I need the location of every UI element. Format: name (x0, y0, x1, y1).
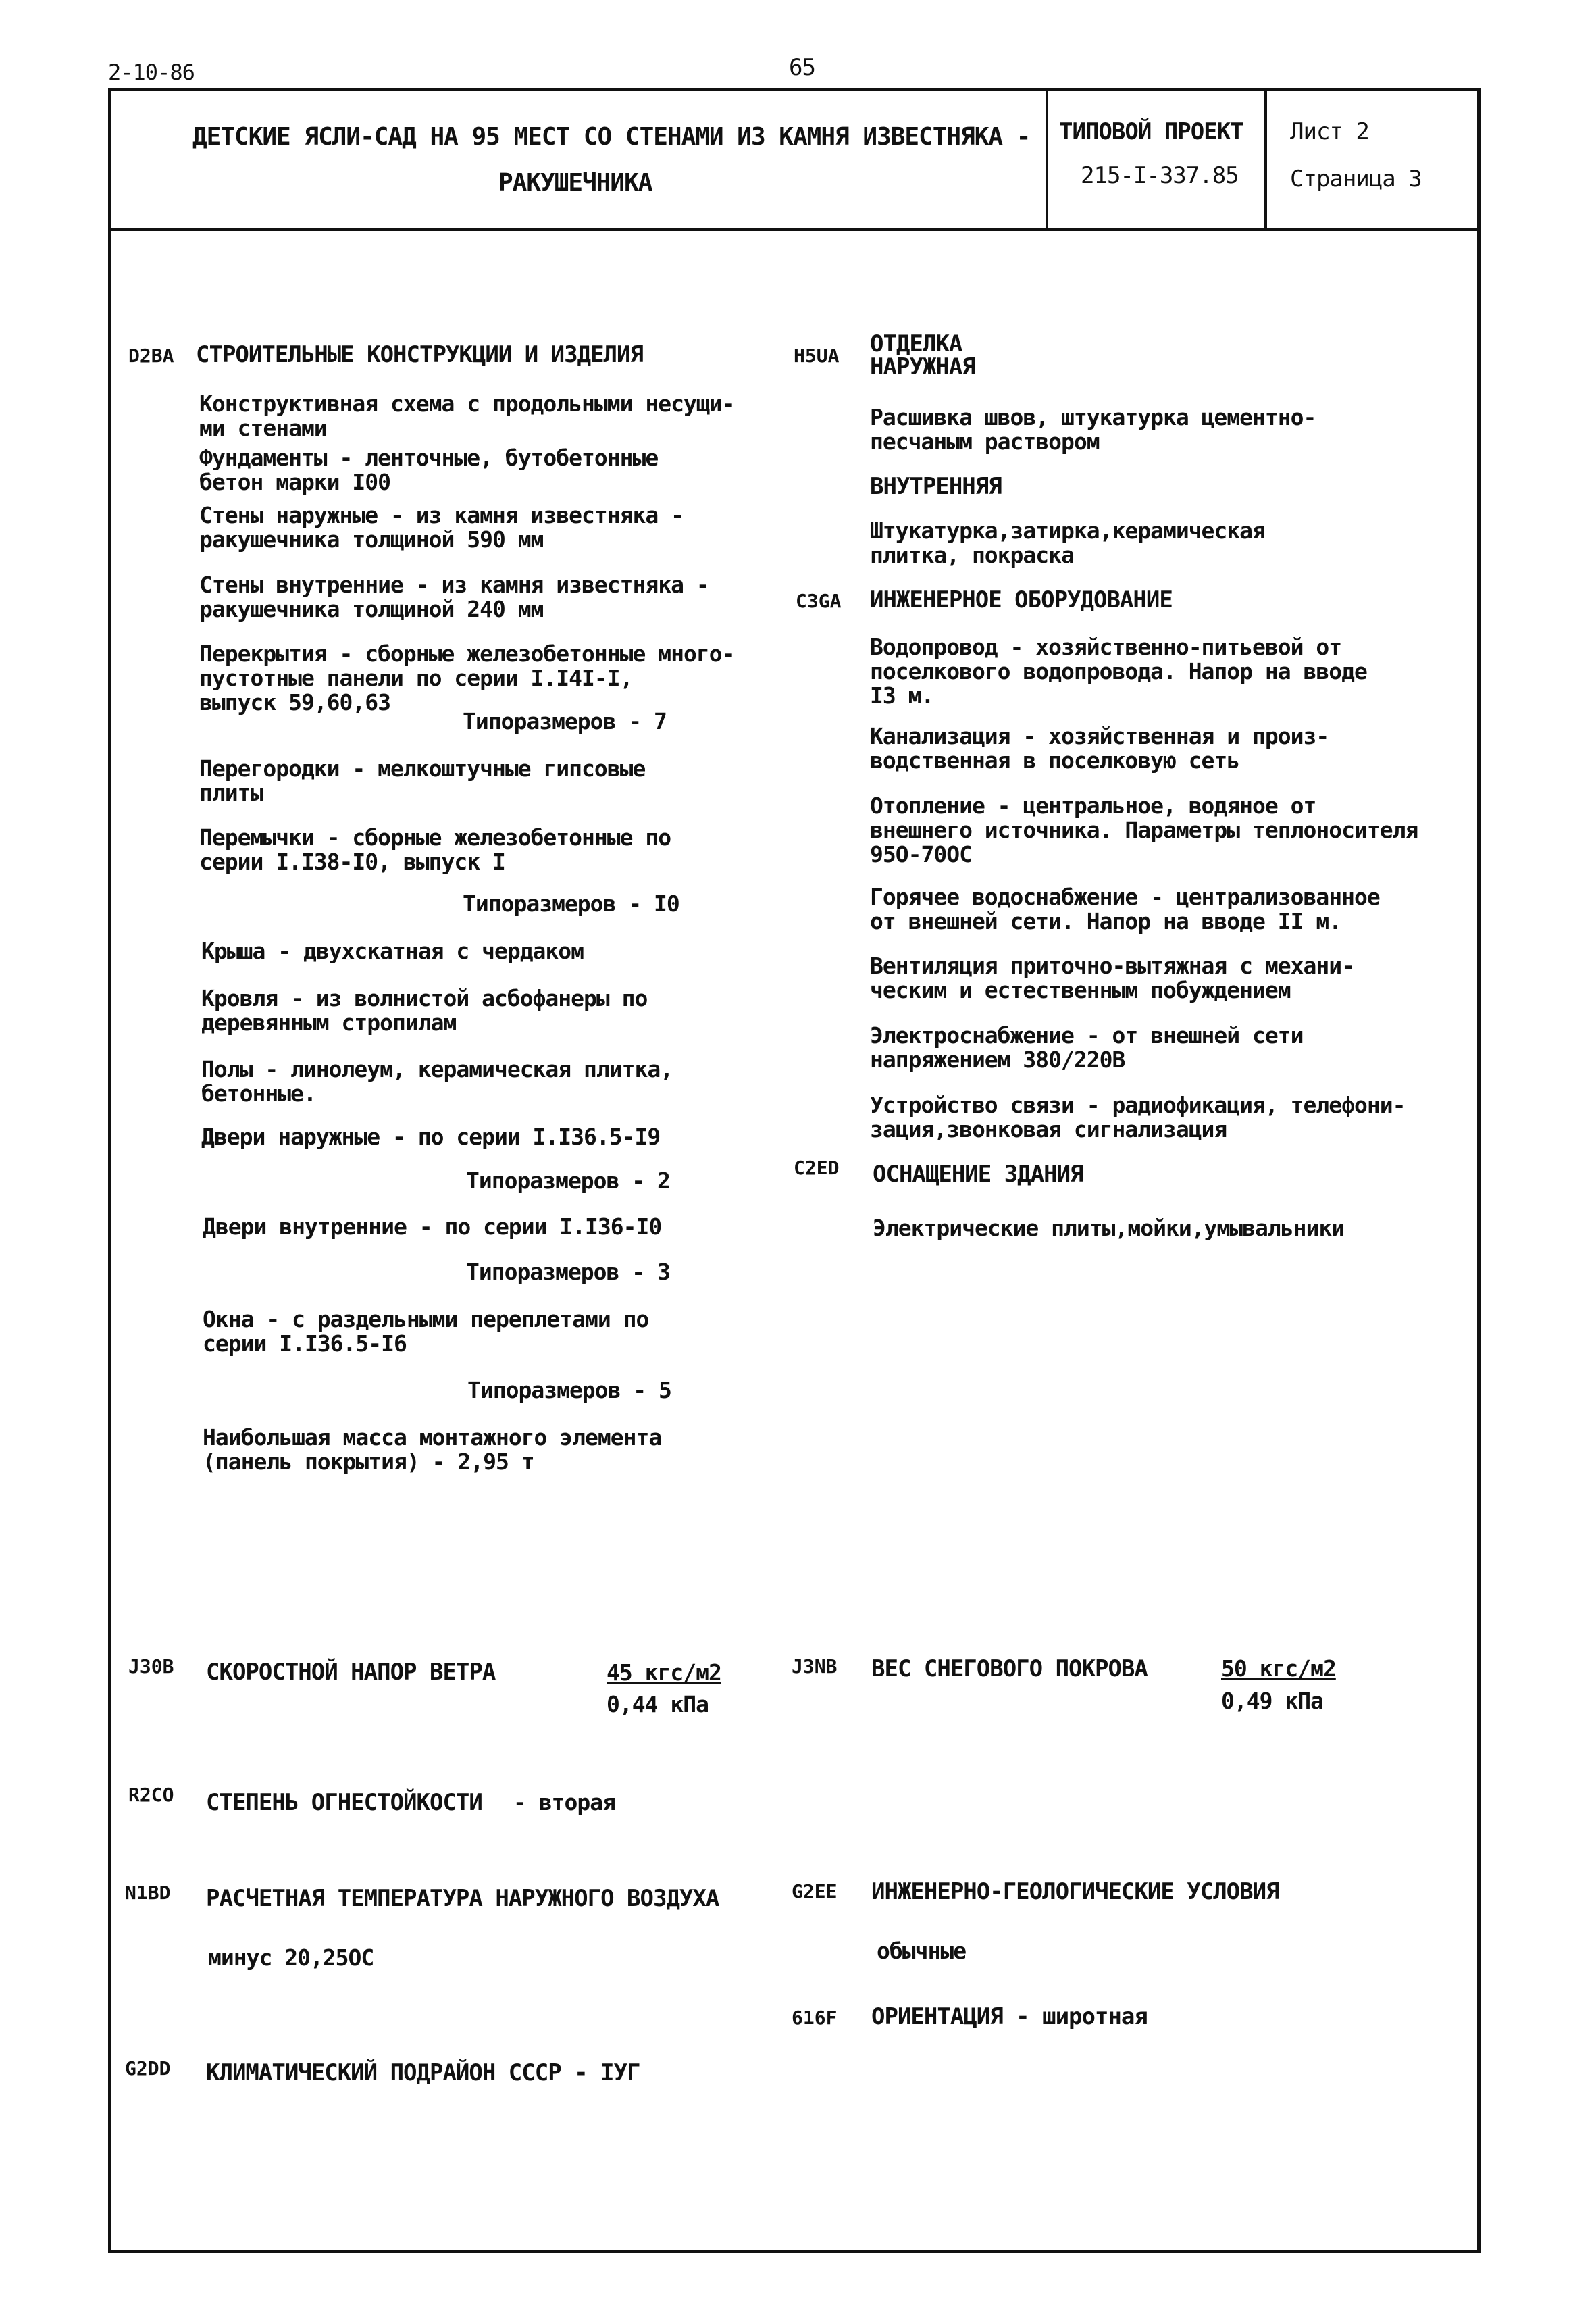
climate-code: G2DD (125, 2057, 171, 2080)
temperature-label: РАСЧЕТНАЯ ТЕМПЕРАТУРА НАРУЖНОГО ВОЗДУХА (206, 1885, 719, 1912)
list-item: Двери внутренние - по серии I.I36-I0 (203, 1213, 662, 1240)
wind-kpa: 0,44 кПа (607, 1691, 709, 1717)
snow-value: 50 кгс/м2 (1221, 1655, 1336, 1682)
list-item: Отопление - центральное, водяное от внешнего источника. Параметры теплоносителя 95О-70ОС (870, 793, 1418, 867)
engineering-heading: ИНЖЕНЕРНОЕ ОБОРУДОВАНИЕ (870, 586, 1173, 613)
equipment-code: C2ED (794, 1157, 840, 1179)
list-item: Стены наружные - из камня известняка - ракушечника толщиной 590 мм (199, 502, 684, 553)
section-heading: СТРОИТЕЛЬНЫЕ КОНСТРУКЦИИ И ИЗДЕЛИЯ (196, 341, 643, 368)
finish-heading: ОТДЕЛКА (870, 330, 962, 357)
title-line-1: ДЕТСКИЕ ЯСЛИ-САД НА 95 МЕСТ СО СТЕНАМИ ИЗ КАМНЯ ИЗВЕСТНЯКА - (192, 123, 1031, 151)
type-sizes: Типоразмеров - 5 (467, 1377, 671, 1403)
equipment-text: Электрические плиты,мойки,умывальники (873, 1215, 1345, 1241)
project-label: ТИПОВОЙ ПРОЕКТ (1059, 118, 1243, 145)
header-divider (108, 228, 1481, 231)
wind-code: J30B (128, 1655, 174, 1678)
sheet-number: Лист 2 (1290, 118, 1369, 145)
inner-finish-heading: ВНУТРЕННЯЯ (870, 473, 1002, 500)
list-item: Конструктивная схема с продольными несущи- ми стенами (199, 391, 735, 441)
type-sizes: Типоразмеров - 7 (463, 708, 667, 734)
fire-code: R2CO (128, 1784, 174, 1806)
page-number: 65 (789, 54, 815, 81)
list-item: Крыша - двухскатная с чердаком (201, 938, 584, 964)
snow-code: J3NB (792, 1655, 838, 1678)
type-sizes: Типоразмеров - I0 (463, 890, 679, 917)
list-item: Полы - линолеум, керамическая плитка, бетонные. (201, 1056, 673, 1107)
snow-kpa: 0,49 кПа (1221, 1688, 1323, 1714)
type-sizes: Типоразмеров - 2 (466, 1167, 670, 1194)
inner-finish-text: Штукатурка,затирка,керамическая плитка, покраска (870, 518, 1265, 568)
page-label: Страница 3 (1290, 166, 1422, 193)
geology-value: обычные (877, 1938, 967, 1964)
wind-value: 45 кгс/м2 (607, 1659, 721, 1686)
fire-label: СТЕПЕНЬ ОГНЕСТОЙКОСТИ (206, 1789, 482, 1816)
title-line-2: РАКУШЕЧНИКА (498, 169, 652, 197)
list-item: Окна - с раздельными переплетами по серии I.I36.5-I6 (203, 1306, 649, 1357)
list-item: Горячее водоснабжение - централизованное от внешней сети. Напор на вводе II м. (870, 884, 1380, 934)
list-item: Перемычки - сборные железобетонные по серии I.I38-I0, выпуск I (199, 824, 671, 875)
list-item: Кровля - из волнистой асбофанеры по деревянным стропилам (201, 985, 648, 1036)
type-sizes: Типоразмеров - 3 (466, 1259, 670, 1285)
list-item: Фундаменты - ленточные, бутобетонные бетон марки I00 (199, 445, 659, 495)
list-item: Вентиляция приточно-вытяжная с механи- ческим и естественным побуждением (870, 953, 1354, 1003)
list-item: Стены внутренние - из камня известняка - ракушечника толщиной 240 мм (199, 572, 709, 622)
finish-code: H5UA (794, 345, 840, 367)
list-item: Водопровод - хозяйственно-питьевой от поселкового водопровода. Напор на вводе I3 м. (870, 634, 1367, 709)
snow-label: ВЕС СНЕГОВОГО ПОКРОВА (871, 1655, 1148, 1682)
header-divider-v1 (1046, 88, 1048, 230)
section-code: D2BA (128, 345, 174, 367)
orientation-code: 616F (792, 2007, 838, 2029)
header-divider-v2 (1264, 88, 1267, 230)
list-item: Электроснабжение - от внешней сети напряжением 380/220В (870, 1022, 1304, 1073)
temperature-value: минус 20,25ОС (208, 1944, 374, 1971)
list-item: Перекрытия - сборные железобетонные много- пустотные панели по серии I.I4I-I, выпуск 59,60,63 (199, 640, 735, 715)
wind-label: СКОРОСТНОЙ НАПОР ВЕТРА (206, 1659, 496, 1686)
orientation-text: ОРИЕНТАЦИЯ - широтная (871, 2003, 1148, 2030)
list-item: Перегородки - мелкоштучные гипсовые плиты (199, 755, 646, 806)
temperature-code: N1BD (125, 1882, 171, 1904)
geology-label: ИНЖЕНЕРНО-ГЕОЛОГИЧЕСКИЕ УСЛОВИЯ (871, 1878, 1279, 1905)
list-item: Канализация - хозяйственная и произ- водственная в поселковую сеть (870, 723, 1329, 774)
climate-text: КЛИМАТИЧЕСКИЙ ПОДРАЙОН СССР - IУГ (206, 2059, 640, 2086)
document-code: 2-10-86 (108, 59, 195, 85)
list-item: Двери наружные - по серии I.I36.5-I9 (201, 1124, 661, 1150)
project-number: 215-I-337.85 (1081, 162, 1239, 189)
list-item: Наибольшая масса монтажного элемента (панель покрытия) - 2,95 т (203, 1424, 662, 1475)
fire-value: - вторая (513, 1789, 615, 1815)
geology-code: G2EE (792, 1880, 838, 1903)
engineering-code: C3GA (796, 590, 842, 612)
outer-finish-heading: НАРУЖНАЯ (870, 353, 975, 380)
outer-finish-text: Расшивка швов, штукатурка цементно- песчаным раствором (870, 404, 1316, 455)
list-item: Устройство связи - радиофикация, телефони- зация,звонковая сигнализация (870, 1092, 1406, 1142)
equipment-heading: ОСНАЩЕНИЕ ЗДАНИЯ (873, 1161, 1083, 1188)
